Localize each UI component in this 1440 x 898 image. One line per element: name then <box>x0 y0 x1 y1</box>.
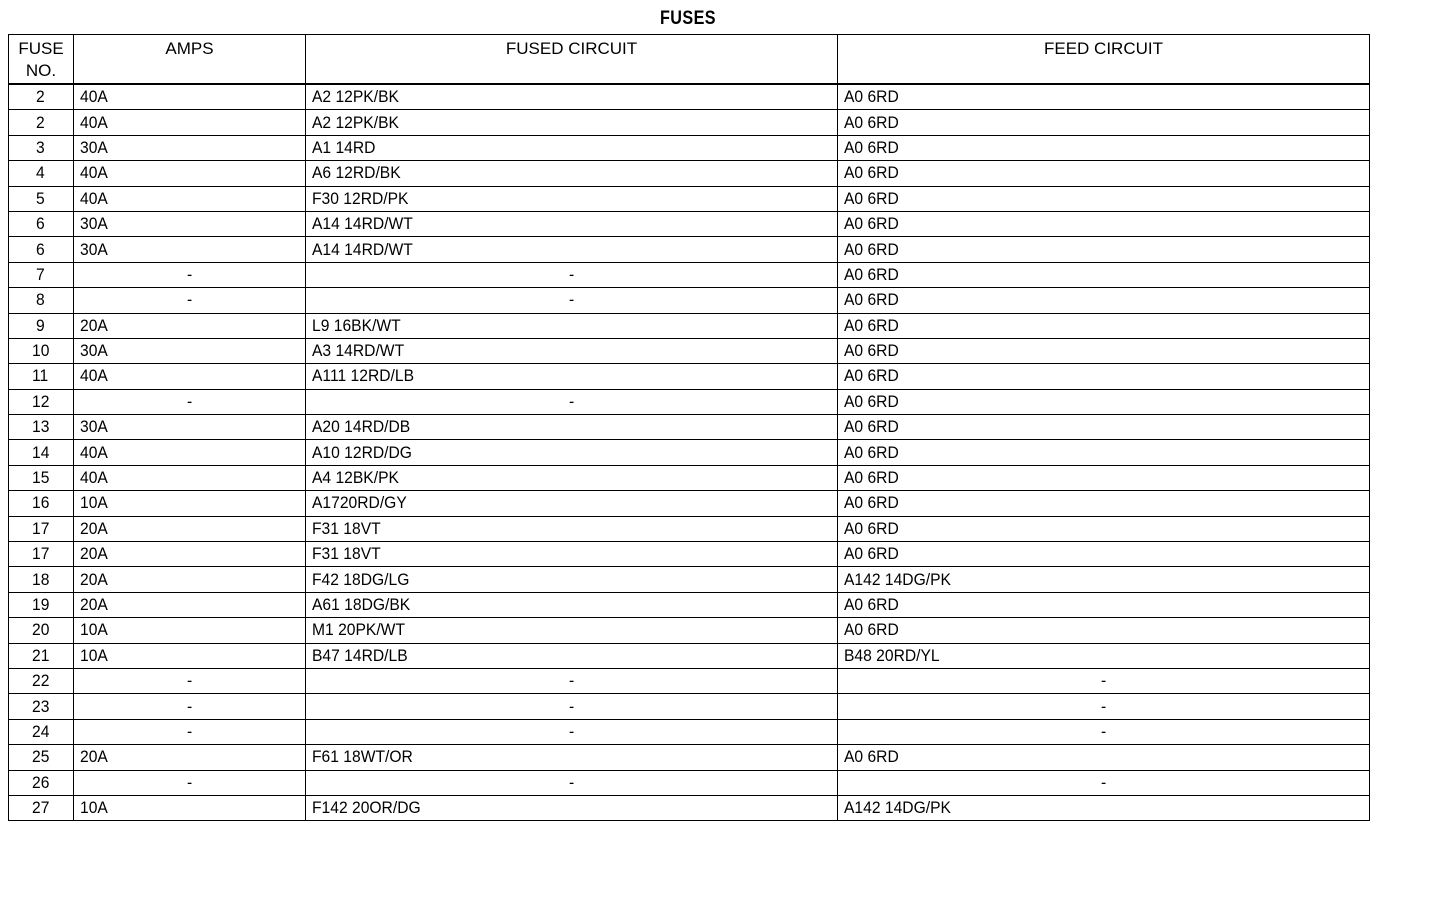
table-row <box>9 440 1370 465</box>
fused-circuit-cell <box>306 440 838 465</box>
fused-circuit-cell-text: A1 14RD <box>312 137 376 157</box>
fused-circuit-cell-text: B47 14RD/LB <box>312 645 408 665</box>
fused-circuit-cell <box>306 288 838 313</box>
fused-circuit-cell-text: A10 12RD/DG <box>312 442 412 462</box>
fused-circuit-cell <box>306 668 838 693</box>
amps-cell <box>74 389 306 414</box>
feed-circuit-cell <box>838 161 1370 186</box>
amps-cell-text: - <box>186 671 192 691</box>
feed-circuit-cell-text: A0 6RD <box>844 137 899 157</box>
amps-cell-text: 20A <box>80 544 108 564</box>
fuse-number-cell-text: 12 <box>31 391 49 411</box>
fused-circuit-cell-text: A6 12RD/BK <box>312 163 401 183</box>
amps-cell <box>74 491 306 516</box>
fused-circuit-cell-text: - <box>568 290 574 310</box>
feed-circuit-cell <box>838 795 1370 820</box>
header-fuse-no-line2: NO. <box>25 61 57 80</box>
fused-circuit-cell <box>306 364 838 389</box>
fuse-number-cell-text: 6 <box>36 239 45 259</box>
amps-cell-text: 40A <box>80 163 108 183</box>
fuse-number-cell-text: 20 <box>31 620 49 640</box>
table-row <box>9 567 1370 592</box>
fused-circuit-cell <box>306 770 838 795</box>
fuse-number-cell-text: 24 <box>31 721 49 741</box>
table-row <box>9 110 1370 135</box>
table-row <box>9 415 1370 440</box>
table-row <box>9 516 1370 541</box>
amps-cell-text: - <box>186 696 192 716</box>
fused-circuit-cell-text: A4 12BK/PK <box>312 468 399 488</box>
amps-cell <box>74 516 306 541</box>
amps-cell-text: 40A <box>80 366 108 386</box>
fused-circuit-cell-text: - <box>568 264 574 284</box>
fused-circuit-cell <box>306 186 838 211</box>
amps-cell-text: 20A <box>80 518 108 538</box>
table-row <box>9 694 1370 719</box>
feed-circuit-cell-text: A0 6RD <box>844 493 899 513</box>
fuse-number-cell <box>9 211 74 236</box>
fused-circuit-cell <box>306 110 838 135</box>
feed-circuit-cell-text: A0 6RD <box>844 163 899 183</box>
fuse-number-cell <box>9 516 74 541</box>
table-row <box>9 135 1370 160</box>
fuse-number-cell <box>9 262 74 287</box>
fuse-number-cell <box>9 415 74 440</box>
amps-cell-text: 20A <box>80 569 108 589</box>
feed-circuit-cell <box>838 618 1370 643</box>
feed-circuit-cell <box>838 567 1370 592</box>
fused-circuit-cell <box>306 745 838 770</box>
table-row <box>9 262 1370 287</box>
table-row <box>9 795 1370 820</box>
feed-circuit-cell-text: A0 6RD <box>844 595 899 614</box>
table-row <box>9 745 1370 770</box>
feed-circuit-cell <box>838 770 1370 795</box>
feed-circuit-cell <box>838 668 1370 693</box>
feed-circuit-cell-text: A0 6RD <box>844 366 899 386</box>
fuse-number-cell <box>9 745 74 770</box>
amps-cell-text: - <box>186 290 192 310</box>
fused-circuit-cell-text: F31 18VT <box>312 518 381 538</box>
fuse-number-cell-text: 17 <box>31 518 49 538</box>
amps-cell-text: 30A <box>80 341 108 361</box>
table-row <box>9 338 1370 363</box>
fused-circuit-cell-text: A61 18DG/BK <box>312 595 411 614</box>
amps-cell <box>74 186 306 211</box>
fuse-number-cell <box>9 110 74 135</box>
feed-circuit-cell <box>838 135 1370 160</box>
fused-circuit-cell <box>306 795 838 820</box>
feed-circuit-cell-text: - <box>1100 671 1106 691</box>
feed-circuit-cell <box>838 288 1370 313</box>
amps-cell <box>74 364 306 389</box>
fuse-number-cell-text: 26 <box>31 772 49 792</box>
fuse-number-cell <box>9 84 74 110</box>
table-row <box>9 237 1370 262</box>
fuse-number-cell <box>9 795 74 820</box>
table-row <box>9 389 1370 414</box>
fuse-number-cell <box>9 770 74 795</box>
fuse-number-cell-text: 27 <box>31 798 49 818</box>
fuse-number-cell-text: 2 <box>36 112 45 132</box>
feed-circuit-cell <box>838 237 1370 262</box>
amps-cell-text: 30A <box>80 239 108 259</box>
fuse-number-cell-text: 6 <box>36 214 45 234</box>
fuse-number-cell-text: 7 <box>36 264 45 284</box>
feed-circuit-cell <box>838 313 1370 338</box>
amps-cell-text: - <box>186 772 192 792</box>
fuse-number-cell-text: 14 <box>31 442 49 462</box>
fused-circuit-cell-text: - <box>568 391 574 411</box>
feed-circuit-cell-text: A0 6RD <box>844 442 899 462</box>
feed-circuit-cell <box>838 719 1370 744</box>
table-row <box>9 288 1370 313</box>
fuse-number-cell-text: 4 <box>36 163 45 183</box>
fused-circuit-cell <box>306 643 838 668</box>
fused-circuit-cell <box>306 415 838 440</box>
page-title: FUSES <box>660 8 716 29</box>
fuse-number-cell-text: 23 <box>31 696 49 716</box>
fuse-number-cell-text: 17 <box>31 544 49 564</box>
amps-cell <box>74 288 306 313</box>
fused-circuit-cell <box>306 389 838 414</box>
feed-circuit-cell <box>838 84 1370 110</box>
fuse-number-cell-text: 11 <box>32 366 49 386</box>
table-row <box>9 719 1370 744</box>
fused-circuit-cell <box>306 338 838 363</box>
amps-cell <box>74 84 306 110</box>
table-row <box>9 186 1370 211</box>
amps-cell-text: 20A <box>80 747 108 767</box>
amps-cell <box>74 795 306 820</box>
feed-circuit-cell-text: A0 6RD <box>844 518 899 538</box>
amps-cell <box>74 110 306 135</box>
feed-circuit-cell-text: A0 6RD <box>844 264 899 284</box>
amps-cell-text: 10A <box>80 798 108 818</box>
feed-circuit-cell-text: A142 14DG/PK <box>844 798 951 818</box>
feed-circuit-cell-text: - <box>1100 696 1106 716</box>
header-row <box>9 35 1370 85</box>
fuse-number-cell <box>9 694 74 719</box>
feed-circuit-cell-text: A0 6RD <box>844 747 899 767</box>
amps-cell-text: - <box>186 391 192 411</box>
feed-circuit-cell-text: - <box>1100 772 1106 792</box>
fuse-number-cell-text: 9 <box>36 315 45 335</box>
table-row <box>9 161 1370 186</box>
table-row <box>9 542 1370 567</box>
fuses-table <box>8 34 1370 821</box>
feed-circuit-cell <box>838 592 1370 617</box>
fused-circuit-cell <box>306 516 838 541</box>
feed-circuit-cell-text: A0 6RD <box>844 290 899 310</box>
feed-circuit-cell-text: A0 6RD <box>844 341 899 361</box>
fused-circuit-cell <box>306 313 838 338</box>
fuse-number-cell-text: 3 <box>36 137 45 157</box>
amps-cell-text: 30A <box>80 214 108 234</box>
fused-circuit-cell-text: A20 14RD/DB <box>312 417 411 437</box>
fused-circuit-cell <box>306 84 838 110</box>
fused-circuit-cell-text: - <box>568 721 574 741</box>
fuse-number-cell <box>9 338 74 363</box>
fused-circuit-cell-text: A1720RD/GY <box>312 493 407 513</box>
feed-circuit-cell <box>838 745 1370 770</box>
amps-cell <box>74 338 306 363</box>
amps-cell <box>74 592 306 617</box>
amps-cell-text: 20A <box>80 595 108 614</box>
feed-circuit-cell-text: A0 6RD <box>844 315 899 335</box>
header-amps: AMPS <box>74 35 306 85</box>
fused-circuit-cell-text: A2 12PK/BK <box>312 112 399 132</box>
table-row <box>9 491 1370 516</box>
feed-circuit-cell <box>838 694 1370 719</box>
table-row <box>9 364 1370 389</box>
fuse-number-cell-text: 22 <box>31 671 49 691</box>
fuse-number-cell-text: 5 <box>36 188 45 208</box>
fused-circuit-cell <box>306 237 838 262</box>
table-row <box>9 313 1370 338</box>
feed-circuit-cell <box>838 440 1370 465</box>
header-fuse-no <box>9 35 74 85</box>
table-row <box>9 770 1370 795</box>
feed-circuit-cell-text: A0 6RD <box>844 468 899 488</box>
header-feed-circuit: FEED CIRCUIT <box>838 35 1370 85</box>
table-row <box>9 592 1370 617</box>
fuse-number-cell <box>9 668 74 693</box>
amps-cell <box>74 465 306 490</box>
amps-cell-text: 40A <box>80 442 108 462</box>
fused-circuit-cell-text: F30 12RD/PK <box>312 188 409 208</box>
feed-circuit-cell <box>838 491 1370 516</box>
amps-cell <box>74 745 306 770</box>
amps-cell-text: 10A <box>80 645 108 665</box>
fused-circuit-cell-text: A2 12PK/BK <box>312 87 399 107</box>
fused-circuit-cell <box>306 694 838 719</box>
fuse-number-cell <box>9 389 74 414</box>
feed-circuit-cell <box>838 643 1370 668</box>
amps-cell-text: - <box>186 721 192 741</box>
amps-cell <box>74 161 306 186</box>
feed-circuit-cell-text: A142 14DG/PK <box>844 569 951 589</box>
fuse-number-cell <box>9 440 74 465</box>
fuse-number-cell-text: 21 <box>31 645 49 665</box>
amps-cell-text: 40A <box>80 87 108 107</box>
amps-cell-text: 20A <box>80 315 108 335</box>
amps-cell <box>74 440 306 465</box>
table-row <box>9 643 1370 668</box>
fused-circuit-cell <box>306 161 838 186</box>
fuse-number-cell-text: 13 <box>31 417 49 437</box>
fuse-number-cell <box>9 135 74 160</box>
fuse-number-cell-text: 19 <box>31 595 49 614</box>
fuse-number-cell <box>9 719 74 744</box>
feed-circuit-cell-text: A0 6RD <box>844 188 899 208</box>
fused-circuit-cell <box>306 719 838 744</box>
amps-cell-text: 40A <box>80 188 108 208</box>
fuse-number-cell-text: 10 <box>31 341 49 361</box>
fuse-number-cell <box>9 313 74 338</box>
amps-cell <box>74 770 306 795</box>
header-fused-circuit: FUSED CIRCUIT <box>306 35 838 85</box>
fused-circuit-cell-text: A14 14RD/WT <box>312 214 413 234</box>
table-row <box>9 465 1370 490</box>
feed-circuit-cell <box>838 262 1370 287</box>
feed-circuit-cell-text: A0 6RD <box>844 112 899 132</box>
fuse-number-cell <box>9 364 74 389</box>
amps-cell <box>74 313 306 338</box>
fuse-number-cell <box>9 491 74 516</box>
amps-cell-text: 10A <box>80 620 108 640</box>
amps-cell-text: 30A <box>80 417 108 437</box>
fuse-number-cell-text: 16 <box>31 493 49 513</box>
amps-cell <box>74 415 306 440</box>
feed-circuit-cell-text: - <box>1100 721 1106 741</box>
table-row <box>9 211 1370 236</box>
feed-circuit-cell-text: A0 6RD <box>844 417 899 437</box>
fused-circuit-cell <box>306 567 838 592</box>
fused-circuit-cell <box>306 135 838 160</box>
fused-circuit-cell <box>306 542 838 567</box>
amps-cell-text: 10A <box>80 493 108 513</box>
fuse-number-cell <box>9 161 74 186</box>
feed-circuit-cell-text: A0 6RD <box>844 239 899 259</box>
fused-circuit-cell-text: L9 16BK/WT <box>312 315 401 335</box>
feed-circuit-cell <box>838 389 1370 414</box>
fused-circuit-cell-text: F142 20OR/DG <box>312 798 421 818</box>
fused-circuit-cell <box>306 491 838 516</box>
amps-cell <box>74 694 306 719</box>
table-row <box>9 668 1370 693</box>
fused-circuit-cell-text: A111 12RD/LB <box>312 366 415 386</box>
fuse-number-cell-text: 15 <box>31 468 49 488</box>
amps-cell-text: - <box>186 264 192 284</box>
feed-circuit-cell-text: A0 6RD <box>844 620 899 640</box>
fused-circuit-cell <box>306 618 838 643</box>
amps-cell-text: 30A <box>80 137 108 157</box>
fused-circuit-cell-text: F42 18DG/LG <box>312 569 410 589</box>
amps-cell <box>74 211 306 236</box>
feed-circuit-cell <box>838 516 1370 541</box>
fuse-number-cell <box>9 542 74 567</box>
table-row <box>9 84 1370 110</box>
feed-circuit-cell <box>838 110 1370 135</box>
fuse-number-cell <box>9 465 74 490</box>
amps-cell <box>74 237 306 262</box>
fused-circuit-cell <box>306 262 838 287</box>
fuse-number-cell <box>9 592 74 617</box>
fused-circuit-cell-text: - <box>568 671 574 691</box>
fused-circuit-cell-text: - <box>568 696 574 716</box>
feed-circuit-cell-text: A0 6RD <box>844 391 899 411</box>
fused-circuit-cell-text: M1 20PK/WT <box>312 620 406 640</box>
fuse-number-cell <box>9 288 74 313</box>
feed-circuit-cell-text: A0 6RD <box>844 544 899 564</box>
feed-circuit-cell-text: A0 6RD <box>844 214 899 234</box>
fuse-number-cell <box>9 186 74 211</box>
fused-circuit-cell-text: F31 18VT <box>312 544 381 564</box>
fuse-number-cell <box>9 567 74 592</box>
feed-circuit-cell <box>838 186 1370 211</box>
feed-circuit-cell <box>838 338 1370 363</box>
amps-cell-text: 40A <box>80 468 108 488</box>
feed-circuit-cell <box>838 211 1370 236</box>
fused-circuit-cell-text: A14 14RD/WT <box>312 239 413 259</box>
table-row <box>9 618 1370 643</box>
fuse-number-cell-text: 2 <box>36 87 45 107</box>
fuse-number-cell <box>9 237 74 262</box>
fuse-number-cell <box>9 643 74 668</box>
header-fuse-no-line1: FUSE <box>18 39 64 58</box>
fused-circuit-cell-text: F61 18WT/OR <box>312 747 413 767</box>
feed-circuit-cell <box>838 542 1370 567</box>
amps-cell <box>74 542 306 567</box>
amps-cell <box>74 135 306 160</box>
fuse-number-cell-text: 25 <box>31 747 49 767</box>
feed-circuit-cell <box>838 465 1370 490</box>
fuse-number-cell <box>9 618 74 643</box>
amps-cell <box>74 668 306 693</box>
fuse-number-cell-text: 8 <box>36 290 45 310</box>
table-body <box>9 84 1370 821</box>
feed-circuit-cell <box>838 415 1370 440</box>
amps-cell <box>74 618 306 643</box>
amps-cell <box>74 643 306 668</box>
amps-cell-text: 40A <box>80 112 108 132</box>
fused-circuit-cell-text: A3 14RD/WT <box>312 341 405 361</box>
fused-circuit-cell <box>306 465 838 490</box>
amps-cell <box>74 719 306 744</box>
feed-circuit-cell-text: B48 20RD/YL <box>844 645 940 665</box>
fused-circuit-cell <box>306 592 838 617</box>
fused-circuit-cell <box>306 211 838 236</box>
amps-cell <box>74 567 306 592</box>
amps-cell <box>74 262 306 287</box>
feed-circuit-cell-text: A0 6RD <box>844 87 899 107</box>
fuse-number-cell-text: 18 <box>31 569 49 589</box>
fused-circuit-cell-text: - <box>568 772 574 792</box>
feed-circuit-cell <box>838 364 1370 389</box>
